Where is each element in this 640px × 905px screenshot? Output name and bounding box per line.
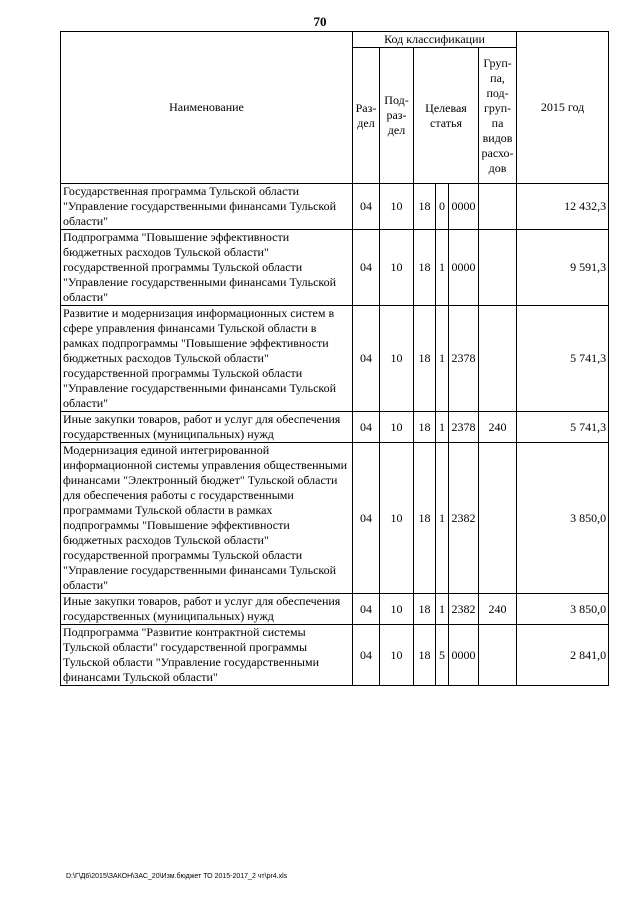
cell-ts2: 1 [436, 306, 449, 412]
table-row [61, 625, 609, 686]
cell-amount: 5 741,3 [517, 412, 609, 443]
cell-group [479, 306, 517, 412]
cell-ts3: 2378 [449, 412, 479, 443]
cell-amount: 3 850,0 [517, 443, 609, 594]
cell-amount: 5 741,3 [517, 306, 609, 412]
cell-ts3: 2382 [449, 443, 479, 594]
cell-group [479, 230, 517, 306]
cell-podrazdel: 10 [380, 184, 414, 230]
cell-razdel: 04 [353, 443, 380, 594]
cell-razdel: 04 [353, 412, 380, 443]
cell-group: 240 [479, 412, 517, 443]
cell-podrazdel: 10 [380, 306, 414, 412]
header-section: Раз- дел [353, 48, 380, 184]
table-row [61, 184, 609, 230]
cell-group [479, 625, 517, 686]
cell-ts2: 5 [436, 625, 449, 686]
cell-group: 240 [479, 594, 517, 625]
cell-name: Модернизация единой интегрированной информационной системы управления общественными финансами "Электронный бюджет" Тульской области для обеспечения работы с государственными программами Тульской области в рамках подпрограммы "Повышение эффективности бюджетных расходов Тульской области" государственной программы Тульской области "Управление государственными финансами Тульской области" [61, 443, 353, 594]
cell-razdel: 04 [353, 306, 380, 412]
cell-ts2: 1 [436, 594, 449, 625]
header-target-article: Целевая статья [414, 48, 479, 184]
cell-amount: 3 850,0 [517, 594, 609, 625]
file-path-footer: D:\Г\Д6\2015\ЗАКОН\ЗАС_20\Изм.бюджет ТО 2015-2017_2 чт\pr4.xls [66, 873, 288, 880]
cell-ts2: 1 [436, 443, 449, 594]
header-group: Груп- па, под- груп- па видов расхо- дов [479, 48, 517, 184]
table-row [61, 230, 609, 306]
cell-ts3: 2382 [449, 594, 479, 625]
budget-table [60, 31, 609, 686]
cell-ts1: 18 [414, 230, 436, 306]
cell-amount: 2 841,0 [517, 625, 609, 686]
cell-ts2: 1 [436, 412, 449, 443]
cell-podrazdel: 10 [380, 230, 414, 306]
cell-ts1: 18 [414, 412, 436, 443]
table-body [61, 184, 609, 686]
cell-ts2: 0 [436, 184, 449, 230]
page-number: 70 [313, 14, 327, 29]
cell-podrazdel: 10 [380, 443, 414, 594]
cell-ts2: 1 [436, 230, 449, 306]
cell-ts1: 18 [414, 184, 436, 230]
table-row [61, 412, 609, 443]
cell-name: Иные закупки товаров, работ и услуг для обеспечения государственных (муниципальных) нужд [61, 594, 353, 625]
cell-ts1: 18 [414, 443, 436, 594]
cell-name: Развитие и модернизация информационных систем в сфере управления финансами Тульской области в рамках подпрограммы "Повышение эффективности бюджетных расходов Тульской области" государственной программы Тульской области "Управление государственными финансами Тульской области" [61, 306, 353, 412]
cell-ts1: 18 [414, 306, 436, 412]
cell-ts1: 18 [414, 594, 436, 625]
cell-ts1: 18 [414, 625, 436, 686]
cell-ts3: 2378 [449, 306, 479, 412]
cell-name: Иные закупки товаров, работ и услуг для обеспечения государственных (муниципальных) нужд [61, 412, 353, 443]
cell-ts3: 0000 [449, 230, 479, 306]
cell-ts3: 0000 [449, 184, 479, 230]
cell-razdel: 04 [353, 625, 380, 686]
cell-podrazdel: 10 [380, 594, 414, 625]
header-year: 2015 год [517, 32, 609, 184]
cell-razdel: 04 [353, 184, 380, 230]
cell-ts3: 0000 [449, 625, 479, 686]
table-row [61, 443, 609, 594]
cell-amount: 12 432,3 [517, 184, 609, 230]
header-subsection: Под- раз- дел [380, 48, 414, 184]
cell-name: Подпрограмма "Развитие контрактной системы Тульской области" государственной программы Тульской области "Управление государственными финансами Тульской области" [61, 625, 353, 686]
cell-name: Подпрограмма "Повышение эффективности бюджетных расходов Тульской области" государственной программы Тульской области "Управление государственными финансами Тульской области" [61, 230, 353, 306]
header-name: Наименование [61, 32, 353, 184]
header-classification: Код классификации [353, 32, 517, 48]
cell-razdel: 04 [353, 230, 380, 306]
table-row [61, 306, 609, 412]
cell-name: Государственная программа Тульской области "Управление государственными финансами Тульской области" [61, 184, 353, 230]
cell-razdel: 04 [353, 594, 380, 625]
cell-amount: 9 591,3 [517, 230, 609, 306]
table-row [61, 594, 609, 625]
cell-group [479, 443, 517, 594]
cell-podrazdel: 10 [380, 412, 414, 443]
cell-podrazdel: 10 [380, 625, 414, 686]
cell-group [479, 184, 517, 230]
